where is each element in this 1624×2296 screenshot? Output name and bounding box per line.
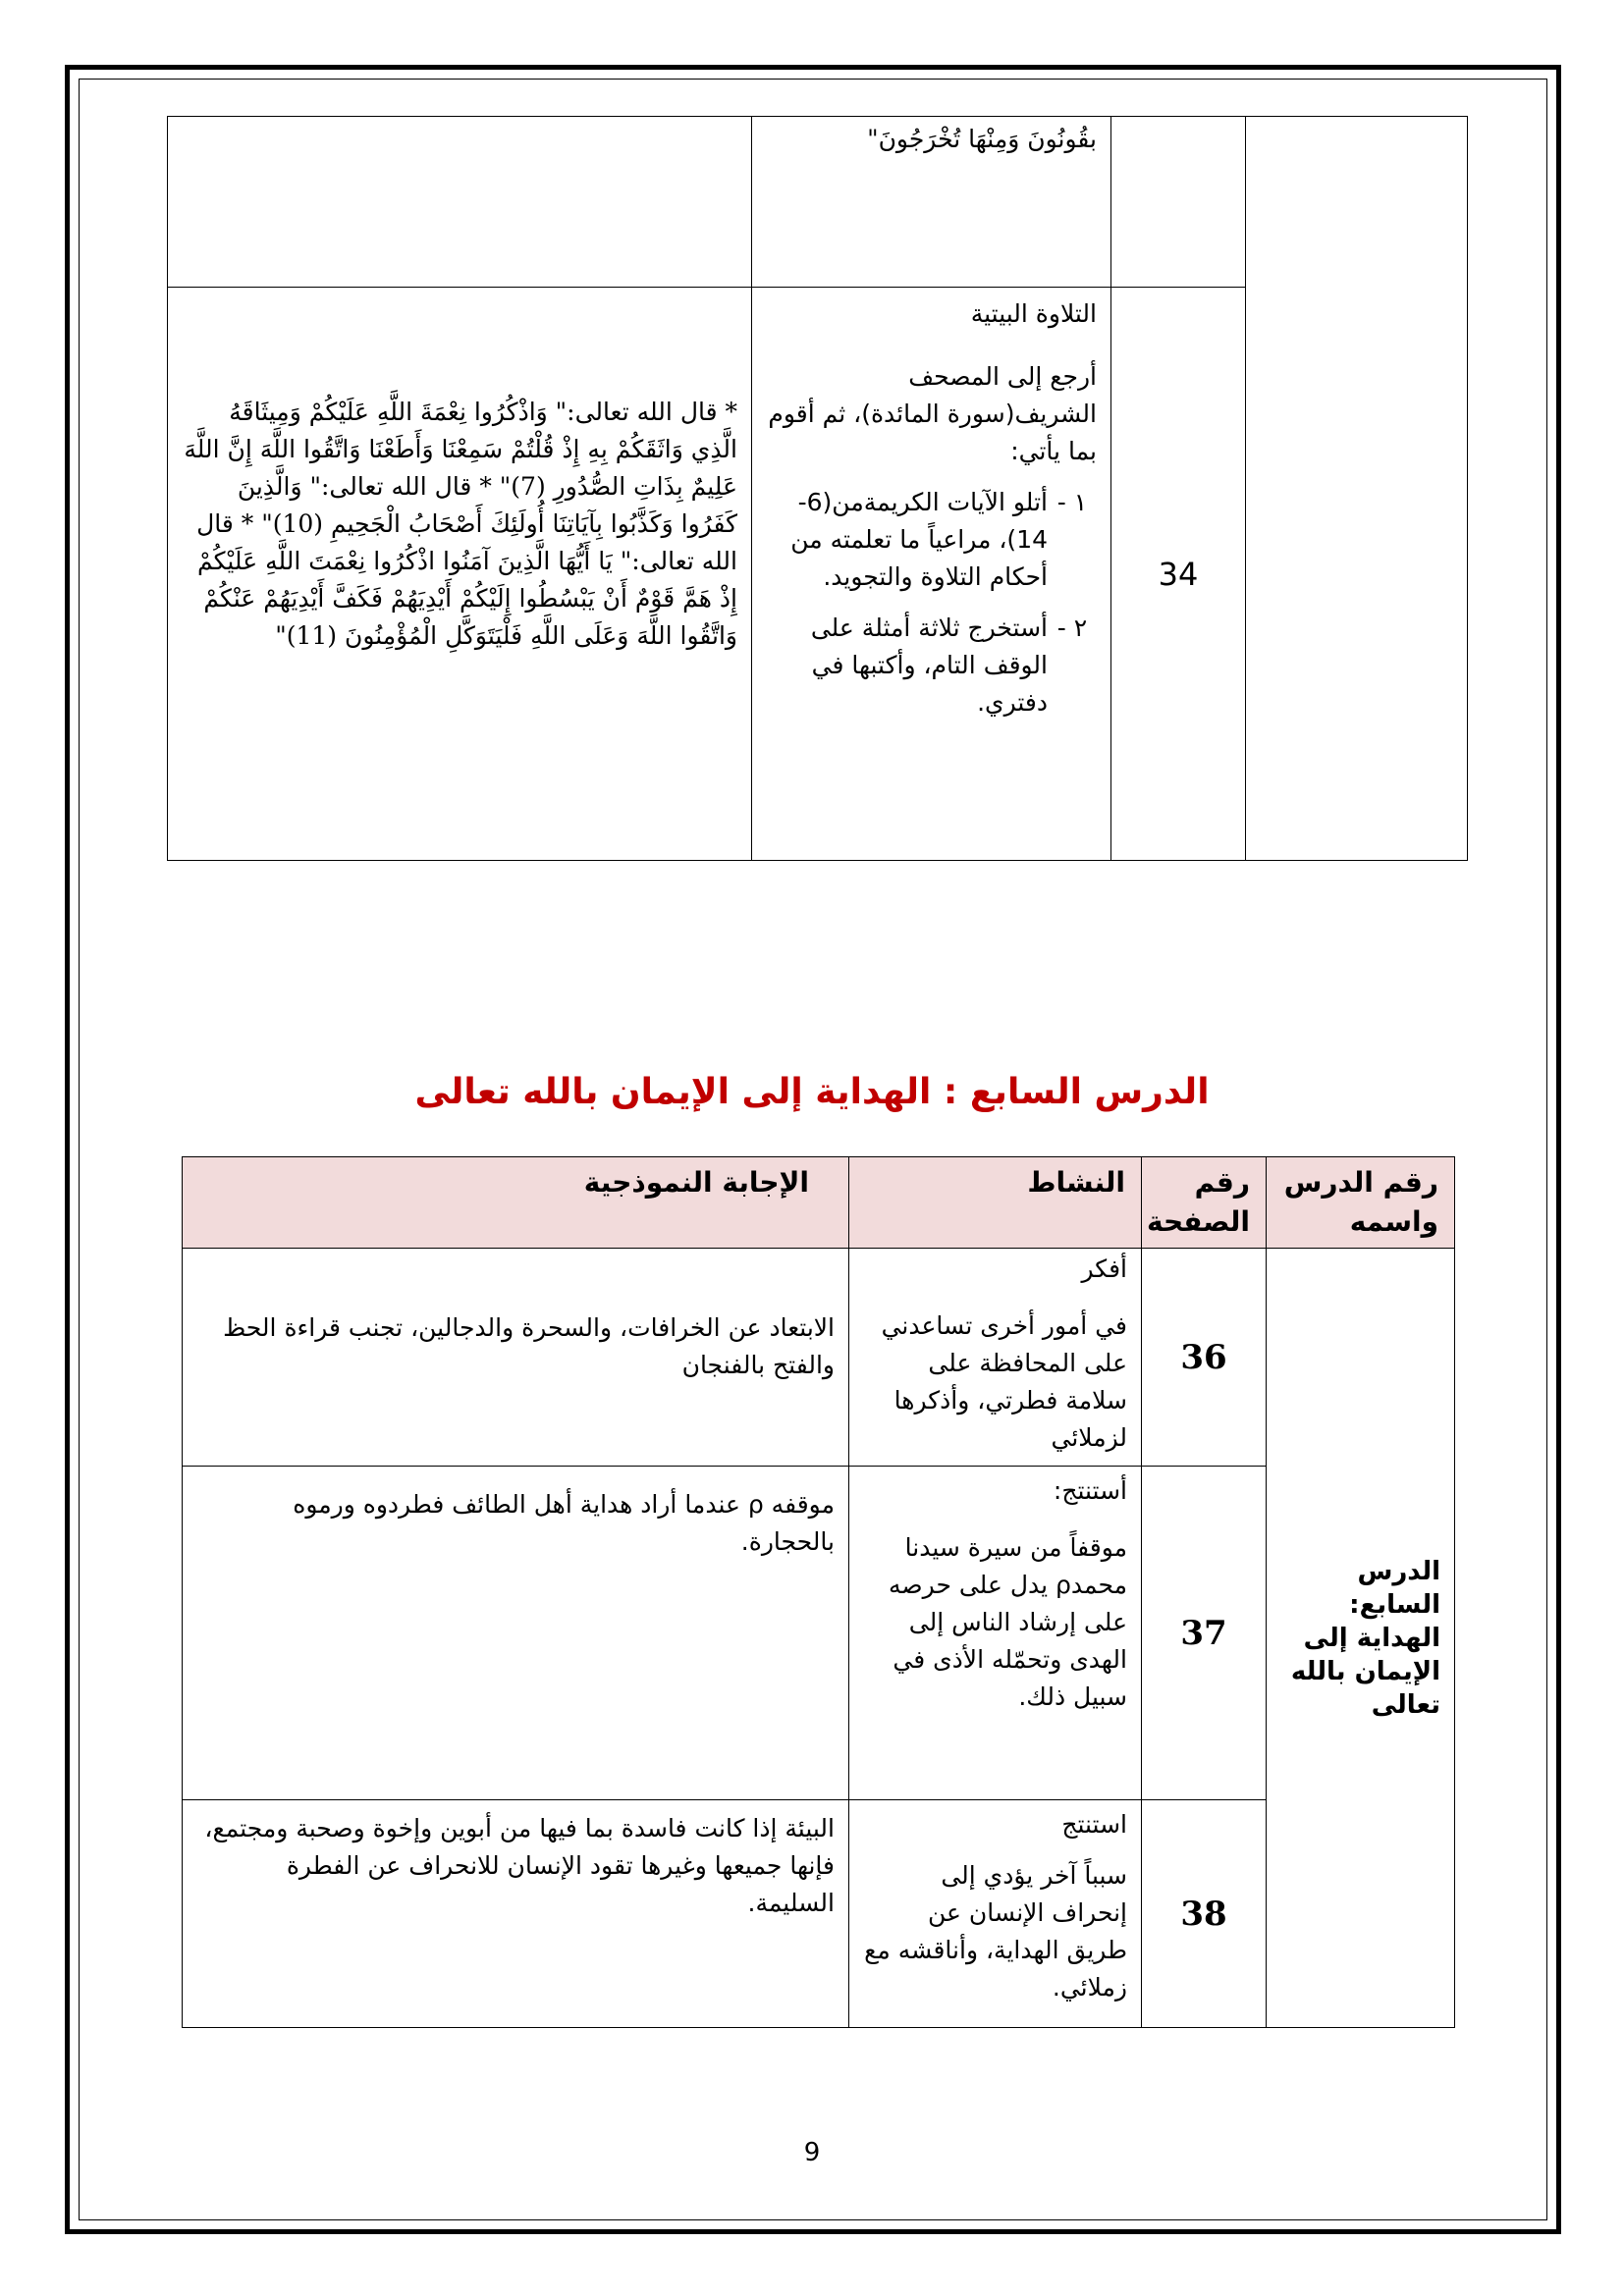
list-text: أستخرج ثلاثة أمثلة على الوقف التام، وأكتبها في دفتري. — [810, 614, 1048, 717]
table-row — [183, 1249, 1455, 1467]
lesson-seven-table — [182, 1156, 1455, 2028]
answer-text: البيئة إذا كانت فاسدة بما فيها من أبوين وإخوة وصحبة ومجتمع، فإنها جميعها وغيرها تقود الإنسان للانحراف عن الفطرة السليمة. — [204, 1814, 835, 1917]
list-item — [766, 610, 1097, 721]
answer-cell — [183, 1467, 849, 1800]
list-item — [766, 484, 1097, 596]
header-activity: النشاط — [849, 1157, 1142, 1249]
activity-body: موقفاً من سيرة سيدنا محمدρ يدل على حرصه على إرشاد الناس إلى الهدى وتحمّله الأذى في سبيل ذلك. — [889, 1533, 1127, 1711]
table-row — [168, 117, 1468, 288]
answer-cell — [168, 117, 752, 288]
page-number-cell: 34 — [1111, 288, 1246, 861]
page-number-cell: 38 — [1142, 1800, 1267, 2028]
activity-body: في أمور أخرى تساعدني على المحافظة على سلامة فطرتي، وأذكرها لزملائي — [881, 1311, 1127, 1452]
activity-cell — [752, 288, 1111, 861]
lesson-title: الدرس السابع : الهداية إلى الإيمان بالله تعالى — [414, 1072, 1210, 1112]
lesson-name-cell: الدرس السابع: الهداية إلى الإيمان بالله تعالى — [1267, 1249, 1455, 2028]
page-number-cell: 36 — [1142, 1249, 1267, 1467]
header-lesson: رقم الدرس واسمه — [1267, 1157, 1455, 1249]
table-row — [183, 1467, 1455, 1800]
list-number: ٢ - — [1056, 614, 1088, 642]
answer-cell — [168, 288, 752, 861]
table-header-row — [183, 1157, 1455, 1249]
activity-cell — [849, 1800, 1142, 2028]
page-number-cell: 37 — [1142, 1467, 1267, 1800]
activity-cell — [752, 117, 1111, 288]
verse-ending-text: بقُونُونَ وَمِنْهَا تُخْرَجُونَ" — [867, 125, 1097, 153]
activity-heading: التلاوة البيتية — [970, 299, 1097, 328]
answer-cell — [183, 1249, 849, 1467]
answer-text: موقفه ρ عندما أراد هداية أهل الطائف فطردوه ورموه بالحجارة. — [293, 1490, 835, 1556]
activity-cell — [849, 1249, 1142, 1467]
page-number: 9 — [803, 2138, 821, 2167]
header-answer: الإجابة النموذجية — [183, 1157, 849, 1249]
activity-body: سبباً آخر يؤدي إلى إنحراف الإنسان عن طريق الهداية، وأناقشه مع زملائي. — [864, 1861, 1127, 2002]
continuation-table — [167, 116, 1468, 861]
answer-text: الابتعاد عن الخرافات، والسحرة والدجالين، تجنب قراءة الحظ والفتح بالفنجان — [223, 1313, 835, 1379]
lesson-name-cell — [1246, 117, 1468, 861]
activity-cell — [849, 1467, 1142, 1800]
activity-heading: استنتج — [1061, 1810, 1127, 1839]
quran-verses-text: * قال الله تعالى:" وَاذْكُرُوا نِعْمَةَ اللَّهِ عَلَيْكُمْ وَمِيثَاقَهُ الَّذِي وَاثَقَكُمْ بِهِ إِذْ قُلْتُمْ سَمِعْنَا وَأَطَعْنَا وَاتَّقُوا اللَّهَ إِنَّ اللَّهَ عَلِيمٌ بِذَاتِ الصُّدُورِ (7)" * قال الله تعالى:" وَالَّذِينَ كَفَرُوا وَكَذَّبُوا بِآيَاتِنَا أُولَئِكَ أَصْحَابُ الْجَحِيمِ (10)" * قال الله تعالى:" يَا أَيُّهَا الَّذِينَ آمَنُوا اذْكُرُوا نِعْمَتَ اللَّهِ عَلَيْكُمْ إِذْ هَمَّ قَوْمٌ أَنْ يَبْسُطُوا إِلَيْكُمْ أَيْدِيَهُمْ فَكَفَّ أَيْدِيَهُمْ عَنْكُمْ وَاتَّقُوا اللَّهَ وَعَلَى اللَّهِ فَلْيَتَوَكَّلِ الْمُؤْمِنُونَ (11)" — [184, 398, 737, 650]
activity-heading: أستنتج: — [1053, 1476, 1127, 1505]
list-number: ١ - — [1056, 488, 1088, 516]
table-row — [183, 1800, 1455, 2028]
page-cell — [1111, 117, 1246, 288]
activity-intro: أرجع إلى المصحف الشريف(سورة المائدة)، ثم أقوم بما يأتي: — [768, 362, 1097, 465]
list-text: أتلو الآيات الكريمةمن(6-14)، مراعياً ما تعلمته من أحكام التلاوة والتجويد. — [790, 488, 1048, 591]
header-page: رقم الصفحة — [1142, 1157, 1267, 1249]
answer-cell — [183, 1800, 849, 2028]
activity-heading: أفكر — [1081, 1255, 1127, 1283]
